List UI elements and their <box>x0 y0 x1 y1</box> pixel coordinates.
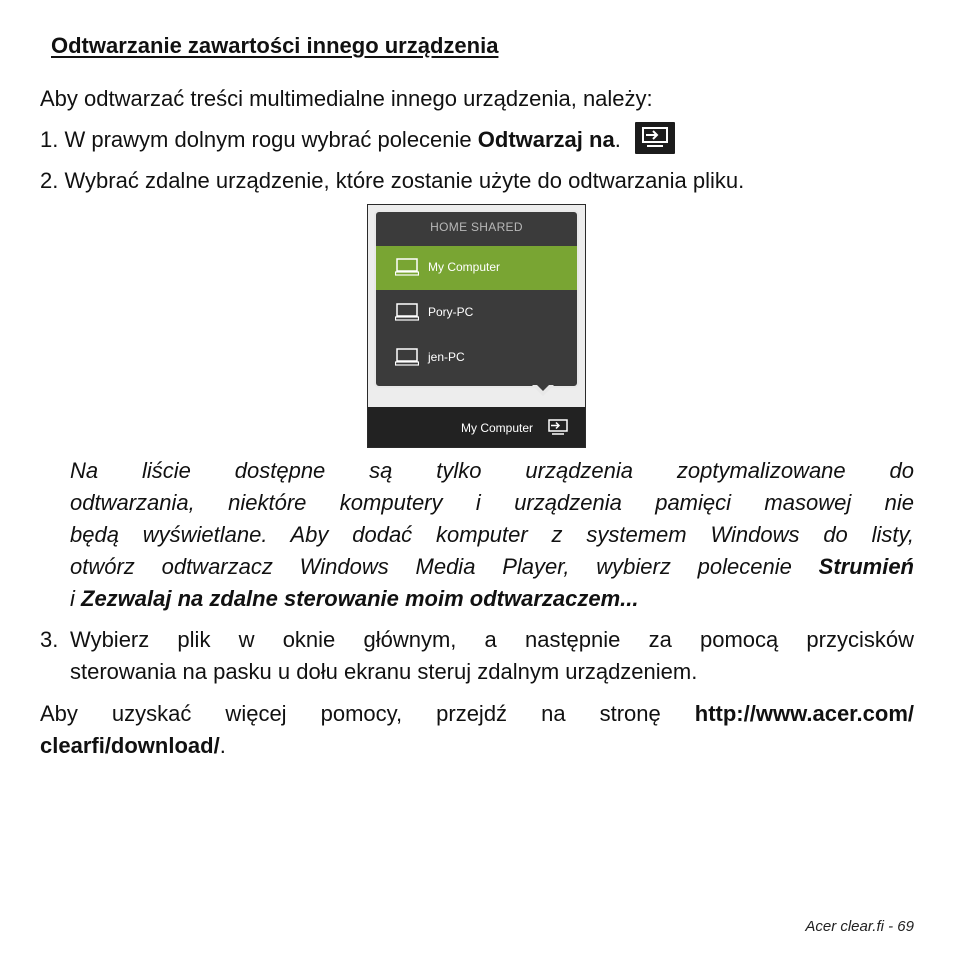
help-line-2 <box>40 730 914 762</box>
step-2 <box>40 165 914 197</box>
allow-remote-control-label: Zezwalaj na zdalne sterowanie moim odtwarzaczem... <box>81 586 639 611</box>
step-text: Wybrać zdalne urządzenie, które zostanie użyte do odtwarzania pliku. <box>64 168 745 193</box>
device-label: jen-PC <box>428 350 465 364</box>
note-line-5 <box>70 583 914 615</box>
help-link-cont[interactable]: clearfi/download/ <box>40 733 220 758</box>
stream-menu-label: Strumień <box>818 554 914 579</box>
step-3-line-1: Wybierz plik w oknie głównym, a następnie za pomocą przycisków <box>70 627 914 652</box>
help-line-1 <box>40 698 914 730</box>
help-punct: . <box>219 733 226 758</box>
popup-pointer <box>532 385 554 396</box>
device-label: My Computer <box>428 260 501 274</box>
computer-icon <box>395 348 419 366</box>
note-text: i <box>70 586 81 611</box>
step-punct: . <box>614 127 621 152</box>
note-line-2: odtwarzania, niektóre komputery i urządzenia pamięci masowej nie <box>70 490 914 515</box>
computer-icon <box>395 258 419 276</box>
page-footer: Acer clear.fi - 69 <box>805 918 914 935</box>
section-heading: Odtwarzanie zawartości innego urządzenia <box>51 33 499 58</box>
intro-text: Aby odtwarzać treści multimedialne innego urządzenia, należy: <box>40 86 653 111</box>
popup-title: HOME SHARED <box>430 220 523 234</box>
device-popup <box>374 210 579 388</box>
step-number: 1. <box>40 127 59 152</box>
device-item-jen-pc[interactable] <box>376 336 577 380</box>
play-to-icon <box>635 122 675 154</box>
note-text: otwórz odtwarzacz Windows Media Player, wybierz polecenie <box>70 554 819 579</box>
play-to-command: Odtwarzaj na <box>477 127 615 152</box>
step-1 <box>40 124 914 157</box>
step-3-line-2: sterowania na pasku u dołu ekranu steruj zdalnym urządzeniem. <box>70 659 698 684</box>
step-number: 2. <box>40 168 59 193</box>
play-to-icon[interactable] <box>548 419 568 437</box>
help-link[interactable]: http://www.acer.com/ <box>694 701 914 726</box>
taskbar <box>368 407 585 448</box>
device-item-pory-pc[interactable] <box>376 291 577 335</box>
device-label: Pory-PC <box>428 305 474 319</box>
computer-icon <box>395 303 419 321</box>
device-item-my-computer[interactable] <box>376 246 577 290</box>
help-text: Aby uzyskać więcej pomocy, przejdź na stronę <box>40 701 695 726</box>
note-line-4 <box>70 551 914 583</box>
taskbar-device-label: My Computer <box>461 421 534 435</box>
note-line-3: będą wyświetlane. Aby dodać komputer z systemem Windows do listy, <box>70 522 914 547</box>
note-line-1: Na liście dostępne są tylko urządzenia zoptymalizowane do <box>70 458 914 483</box>
step-text: W prawym dolnym rogu wybrać polecenie <box>64 127 478 152</box>
step-number: 3. <box>40 627 59 652</box>
play-to-screenshot <box>367 204 586 448</box>
